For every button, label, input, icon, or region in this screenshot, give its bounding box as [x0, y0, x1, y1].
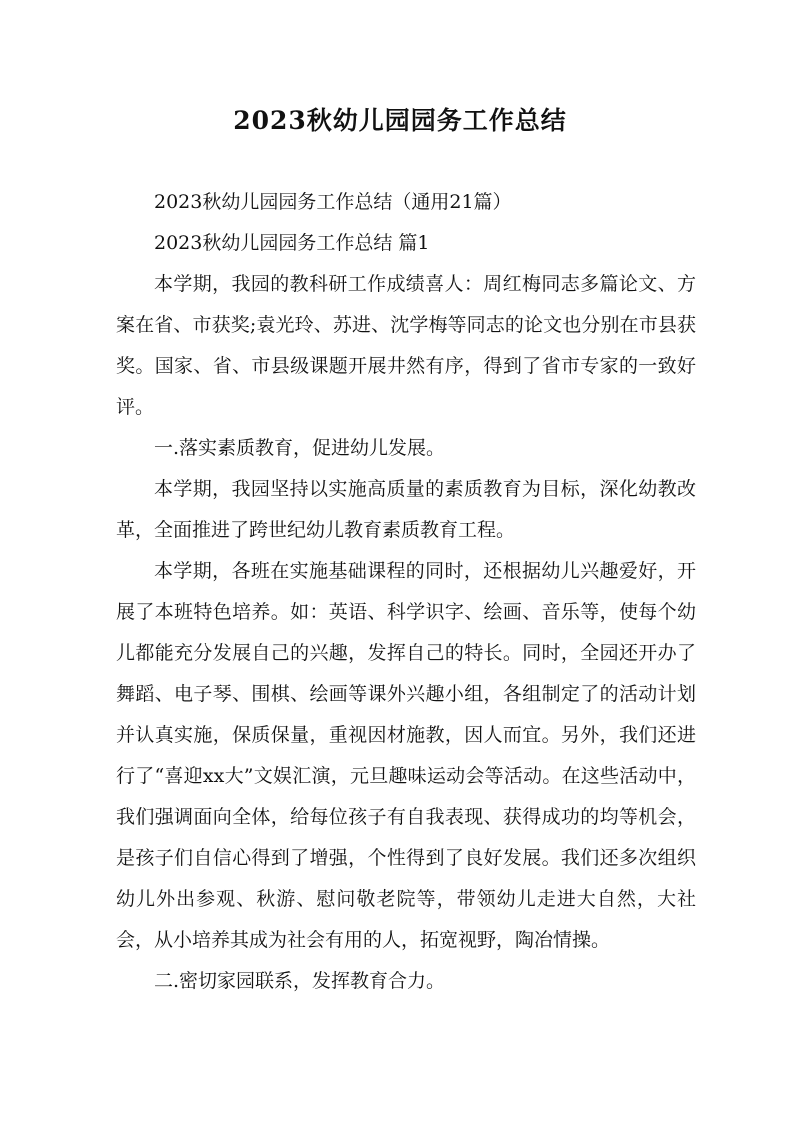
body-paragraph: 本学期，各班在实施基础课程的同时，还根据幼儿兴趣爱好，开展了本班特色培养。如：英语、科学识字、绘画、音乐等，使每个幼儿都能充分发展自己的兴趣，发挥自己的特长。同时，全园还开办了舞蹈、电子琴、围棋、绘画等课外兴趣小组，各组制定了的活动计划并认真实施，保质保量，重视因材施教，因人而宜。另外，我们还进行了“喜迎xx大”文娱汇演，元旦趣味运动会等活动。在这些活动中，我们强调面向全体，给每位孩子有自我表现、获得成功的均等机会，是孩子们自信心得到了增强，个性得到了良好发展。我们还多次组织幼儿外出参观、秋游、慰问敬老院等，带领幼儿走进大自然，大社会，从小培养其成为社会有用的人，拓宽视野，陶冶情操。 — [116, 560, 696, 951]
body-paragraph: 本学期，我园坚持以实施高质量的素质教育为目标，深化幼教改革，全面推进了跨世纪幼儿教育素质教育工程。 — [116, 478, 696, 541]
heading-paragraph: 二.密切家园联系，发挥教育合力。 — [154, 970, 446, 992]
body-paragraph: 本学期，我园的教科研工作成绩喜人：周红梅同志多篇论文、方案在省、市获奖;袁光玲、苏进、沈学梅等同志的论文也分别在市县获奖。国家、省、市县级课题开展井然有序，得到了省市专家的一致好评。 — [116, 273, 696, 418]
document-title: 2023秋幼儿园园务工作总结 — [233, 106, 567, 135]
document-body — [116, 182, 696, 1002]
subtitle-paragraph: 2023秋幼儿园园务工作总结（通用21篇） — [154, 191, 512, 213]
heading-paragraph: 一.落实素质教育，促进幼儿发展。 — [154, 437, 446, 459]
section-heading-paragraph: 2023秋幼儿园园务工作总结 篇1 — [154, 232, 430, 254]
